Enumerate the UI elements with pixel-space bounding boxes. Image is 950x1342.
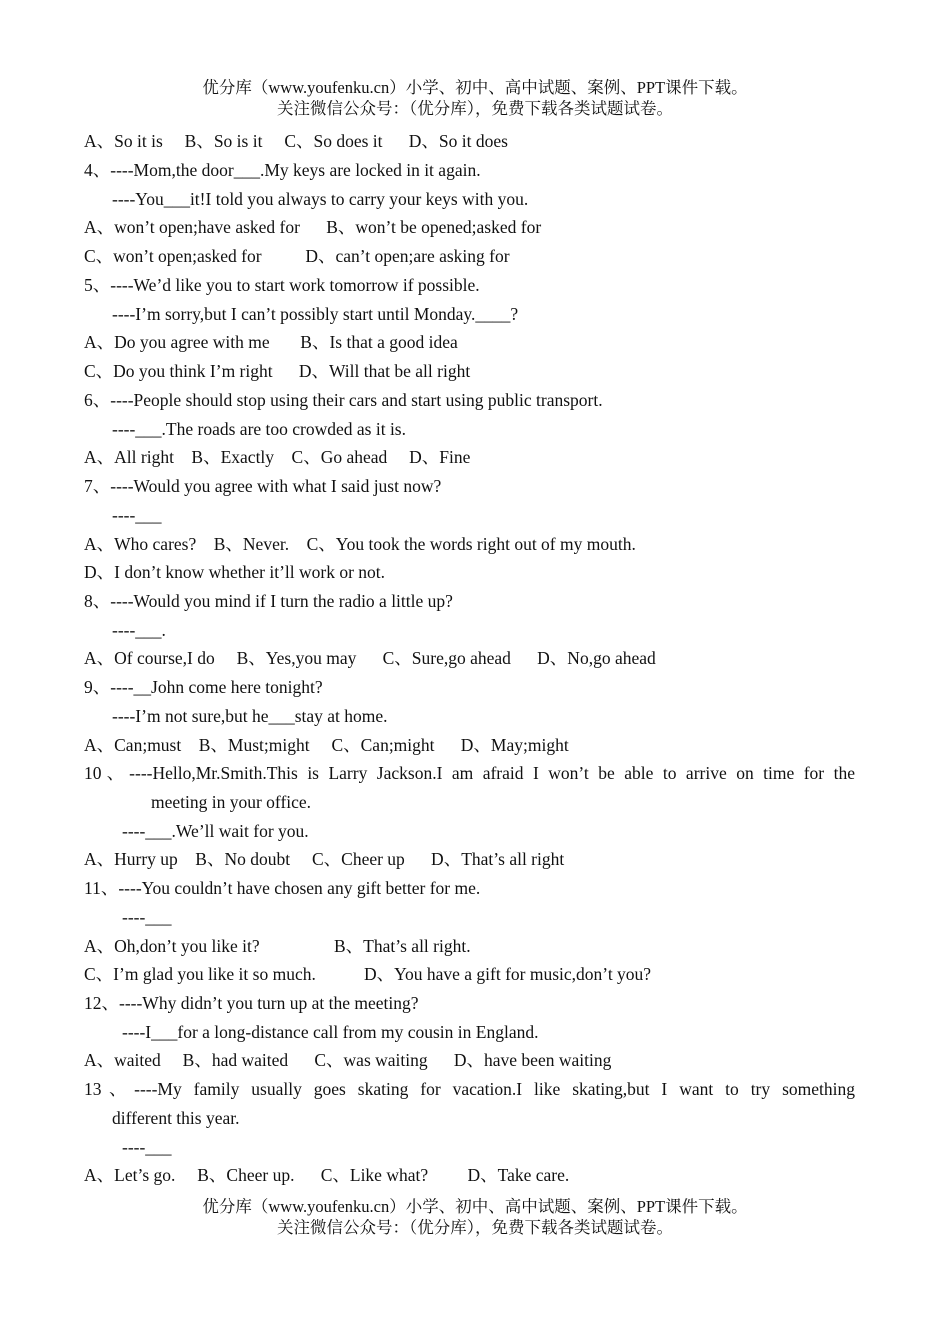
question-4-reply: ----You___it!I told you always to carry your keys with you. — [112, 189, 529, 209]
question-4-options-ab: A、won’t open;have asked for B、won’t be opened;asked for — [84, 217, 542, 237]
question-6-reply: ----___.The roads are too crowded as it is. — [112, 419, 406, 439]
question-13-reply: ----___ — [122, 1137, 172, 1157]
question-11-prompt: 11、----You couldn’t have chosen any gift better for me. — [84, 878, 481, 898]
question-6-options: A、All right B、Exactly C、Go ahead D、Fine — [84, 447, 471, 467]
question-6-prompt: 6、----People should stop using their cars and start using public transport. — [84, 390, 603, 410]
question-12-options: A、waited B、had waited C、was waiting D、have been waiting — [84, 1050, 612, 1070]
question-13-prompt: 13、----My family usually goes skating for vacation.I like skating,but I want to try something — [84, 1079, 855, 1099]
question-7-option-d: D、I don’t know whether it’ll work or not. — [84, 562, 386, 582]
question-10-reply: ----___.We’ll wait for you. — [122, 821, 309, 841]
question-10-prompt-cont: meeting in your office. — [151, 792, 312, 812]
question-11-options-cd: C、I’m glad you like it so much. D、You have a gift for music,don’t you? — [84, 964, 652, 984]
question-5-prompt: 5、----We’d like you to start work tomorrow if possible. — [84, 275, 480, 295]
question-9-prompt: 9、----__John come here tonight? — [84, 677, 323, 697]
question-12-prompt: 12、----Why didn’t you turn up at the meeting? — [84, 993, 419, 1013]
question-5-reply: ----I’m sorry,but I can’t possibly start until Monday.____? — [112, 304, 519, 324]
question-3-options: A、So it is B、So is it C、So does it D、So it does — [84, 131, 508, 151]
question-9-options: A、Can;must B、Must;might C、Can;might D、May;might — [84, 735, 569, 755]
question-4-options-cd: C、won’t open;asked for D、can’t open;are asking for — [84, 246, 510, 266]
header-line-2: 关注微信公众号：（优分库），免费下载各类试题试卷。 — [277, 99, 673, 118]
footer-line-2: 关注微信公众号：（优分库），免费下载各类试题试卷。 — [277, 1218, 673, 1237]
question-13-prompt-cont: different this year. — [112, 1108, 240, 1128]
question-10-prompt: 10、----Hello,Mr.Smith.This is Larry Jackson.I am afraid I won’t be able to arrive on time for the — [84, 763, 855, 783]
question-4-prompt: 4、----Mom,the door___.My keys are locked in it again. — [84, 160, 481, 180]
question-7-reply: ----___ — [112, 505, 162, 525]
question-7-options-abc: A、Who cares? B、Never. C、You took the words right out of my mouth. — [84, 534, 636, 554]
question-8-options: A、Of course,I do B、Yes,you may C、Sure,go ahead D、No,go ahead — [84, 648, 656, 668]
question-11-reply: ----___ — [122, 907, 172, 927]
question-7-prompt: 7、----Would you agree with what I said just now? — [84, 476, 442, 496]
question-5-options-cd: C、Do you think I’m right D、Will that be all right — [84, 361, 471, 381]
question-9-reply: ----I’m not sure,but he___stay at home. — [112, 706, 388, 726]
header-line-1: 优分库（www.youfenku.cn）小学、初中、高中试题、案例、PPT课件下载。 — [202, 78, 748, 97]
question-8-prompt: 8、----Would you mind if I turn the radio a little up? — [84, 591, 453, 611]
question-8-reply: ----___. — [112, 620, 166, 640]
question-10-options: A、Hurry up B、No doubt C、Cheer up D、That’s all right — [84, 849, 565, 869]
question-11-options-ab: A、Oh,don’t you like it? B、That’s all right. — [84, 936, 471, 956]
footer-line-1: 优分库（www.youfenku.cn）小学、初中、高中试题、案例、PPT课件下载。 — [202, 1197, 748, 1216]
question-12-reply: ----I___for a long-distance call from my cousin in England. — [122, 1022, 539, 1042]
question-13-options: A、Let’s go. B、Cheer up. C、Like what? D、Take care. — [84, 1165, 570, 1185]
question-5-options-ab: A、Do you agree with me B、Is that a good idea — [84, 332, 458, 352]
